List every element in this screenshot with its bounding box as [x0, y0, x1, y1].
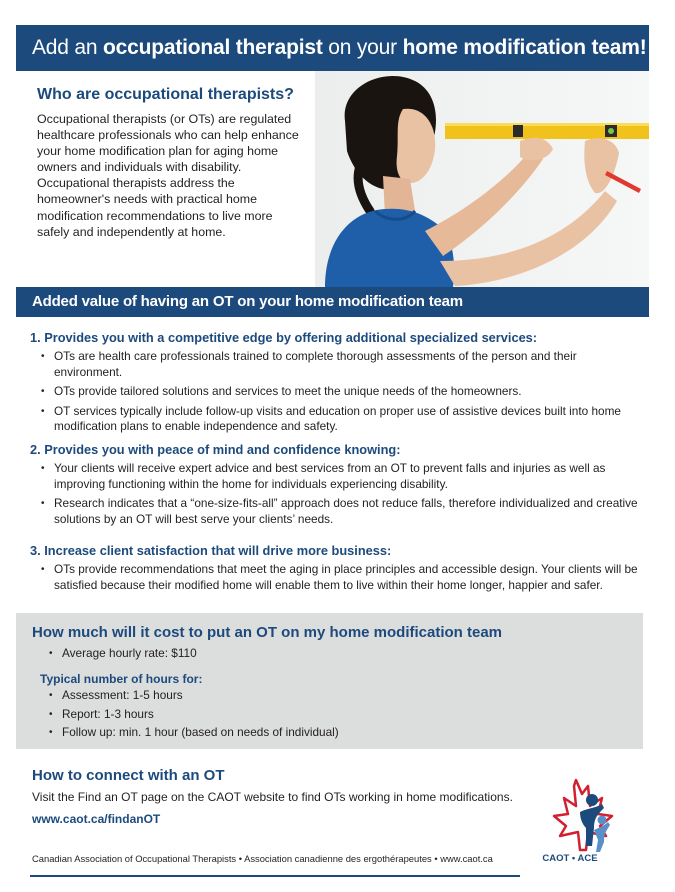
point-1-highlight: competitive edge	[167, 330, 273, 345]
list-item: • Research indicates that a “one-size-fits-all” approach does not reduce falls, therefore individualized and creative solutions by an OT will best serve your clients’ needs.	[40, 496, 640, 527]
point-2-heading	[30, 442, 401, 457]
point-3-bullets	[40, 562, 640, 597]
point-3-pre: 3. Increase client satisfaction that will drive	[30, 543, 297, 558]
point-1-mid: by offering additional specialized services:	[272, 330, 538, 345]
list-item: • Your clients will receive expert advice and best services from an OT to prevent falls and injuries as well as improving functioning within the home for individuals experiencing disability.	[40, 461, 640, 492]
woman-leveling-photo	[315, 71, 649, 287]
footer-divider	[30, 875, 520, 877]
banner-text-1: Add an	[32, 36, 103, 59]
point-1-heading	[30, 330, 537, 345]
list-item: • Follow up: min. 1 hour (based on needs of individual)	[48, 725, 648, 741]
list-item: • Assessment: 1-5 hours	[48, 688, 648, 704]
title-banner	[16, 25, 649, 71]
list-item: • OTs provide recommendations that meet the aging in place principles and accessible design. Your clients will be satisfied because their modified home will enable them to live within their home longer, happier and safer.	[40, 562, 640, 593]
point-2-highlight-1: peace of mind	[157, 442, 244, 457]
point-2-pre: 2. Provides you with	[30, 442, 158, 457]
point-3-mid: :	[387, 543, 392, 558]
point-3-highlight: more business	[296, 543, 388, 558]
point-1-bullets	[40, 349, 640, 439]
find-an-ot-link[interactable]: www.caot.ca/findanOT	[32, 812, 161, 826]
hourly-rate: • Average hourly rate: $110	[48, 646, 648, 662]
list-item: • OT services typically include follow-up visits and education on proper use of assistive devices built into home modification plans to enable independence and safety.	[40, 404, 640, 435]
rate-list	[48, 646, 648, 666]
connect-text: Visit the Find an OT page on the CAOT website to find OTs working in home modifications.	[32, 790, 513, 804]
list-item: • OTs are health care professionals trained to complete thorough assessments of the person and their environment.	[40, 349, 640, 380]
point-1-pre: 1. Provides you with a	[30, 330, 168, 345]
added-value-heading: Added value of having an OT on your home modification team	[16, 287, 649, 317]
hours-heading: Typical number of hours for:	[40, 672, 203, 686]
banner-text-2: on your	[322, 36, 403, 59]
list-item: • OTs provide tailored solutions and services to meet the unique needs of the homeowners.	[40, 384, 640, 400]
footer-text: Canadian Association of Occupational Therapists • Association canadienne des ergothérapeutes • www.caot.ca	[32, 853, 493, 864]
intro-heading: Who are occupational therapists?	[37, 86, 294, 103]
connect-heading: How to connect with an OT	[32, 767, 225, 784]
photo-illustration	[315, 71, 649, 287]
hours-list	[48, 688, 648, 745]
point-2-post: knowing:	[340, 442, 401, 457]
logo-text: CAOT • ACE	[542, 853, 598, 864]
banner-bold-1: occupational therapist	[103, 36, 323, 59]
point-3-heading	[30, 543, 391, 558]
point-2-highlight-2: confidence	[273, 442, 341, 457]
point-2-bullets	[40, 461, 640, 531]
point-2-mid: and	[243, 442, 274, 457]
intro-paragraph: Occupational therapists (or OTs) are regulated healthcare professionals who can help enhance your home modification plan for aging home owners and individuals with disability. Occupational therapists address the homeowner's needs with practical home modification recommendations to live more safely and independently at home.	[37, 112, 299, 239]
banner-bold-2: home modification team!	[402, 36, 647, 59]
cost-heading: How much will it cost to put an OT on my home modification team	[32, 624, 503, 641]
list-item: • Report: 1-3 hours	[48, 707, 648, 723]
